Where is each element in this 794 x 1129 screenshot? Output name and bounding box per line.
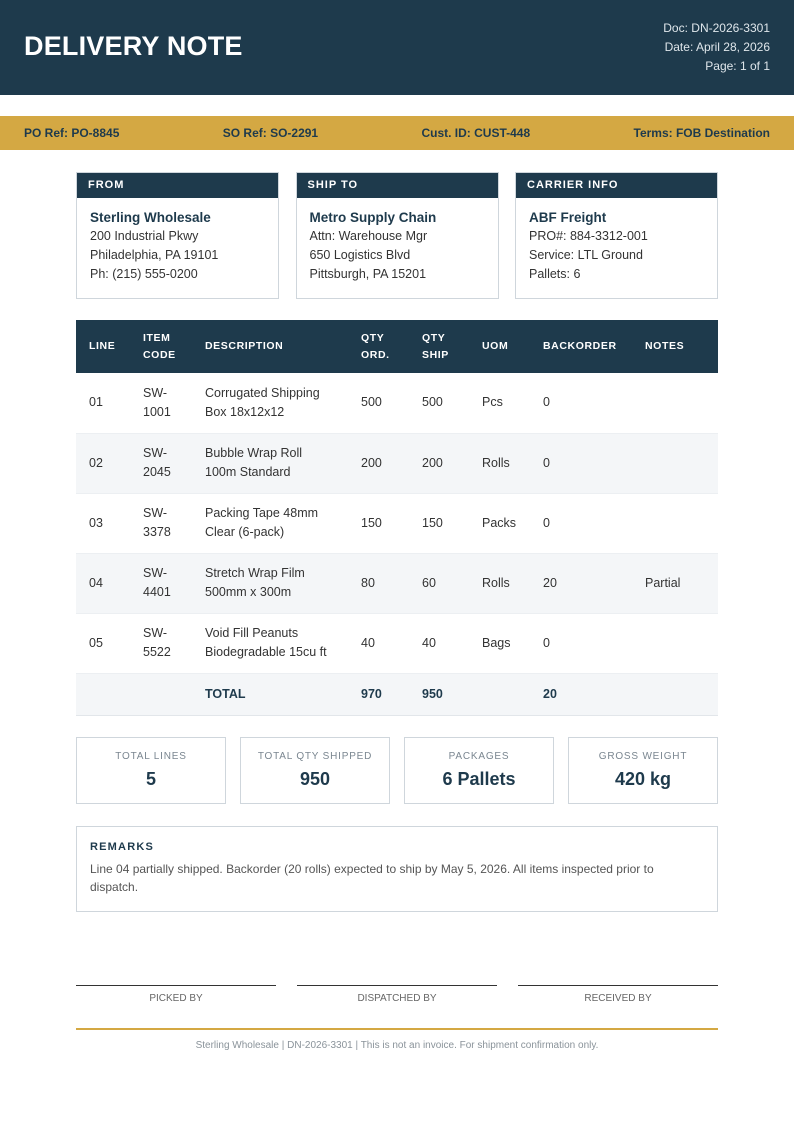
summary-total-lines	[76, 737, 226, 804]
cell-backorder: 20	[530, 553, 632, 613]
cell-notes	[632, 373, 718, 433]
col-header-qty-ship: QTY SHIP	[409, 320, 469, 373]
signature-dispatched-by: DISPATCHED BY	[297, 985, 497, 1004]
table-row	[76, 553, 718, 613]
carrier-box	[515, 172, 718, 299]
from-line: 200 Industrial Pkwy	[90, 229, 199, 243]
cell-item-code: SW- 1001	[130, 373, 192, 433]
cell-backorder: 0	[530, 613, 632, 673]
table-row	[76, 613, 718, 673]
summary-value: 950	[299, 769, 331, 789]
col-header-description: DESCRIPTION	[192, 320, 348, 373]
ship-to-line: 650 Logistics Blvd	[309, 248, 411, 262]
carrier-heading: CARRIER INFO	[516, 173, 717, 198]
remarks-text: Line 04 partially shipped. Backorder (20 rolls) expected to ship by May 5, 2026. All items inspected prior to dispatch.	[90, 862, 654, 894]
cell-qty-ship: 150	[409, 493, 469, 553]
payment-terms: Terms: FOB Destination	[633, 126, 770, 140]
cell-description: Corrugated Shipping Box 18x12x12	[192, 373, 348, 433]
from-name: Sterling Wholesale	[90, 210, 211, 225]
cell-uom: Rolls	[469, 433, 530, 493]
cell-line: 02	[76, 433, 130, 493]
table-total-row	[76, 673, 718, 715]
cell-uom: Packs	[469, 493, 530, 553]
cell-qty-ship: 40	[409, 613, 469, 673]
document-header	[0, 0, 794, 95]
page-footer: Sterling Wholesale | DN-2026-3301 | This is not an invoice. For shipment confirmation only.	[76, 1028, 718, 1051]
col-header-qty-ord: QTY ORD.	[348, 320, 409, 373]
signature-received-by: RECEIVED BY	[518, 985, 718, 1004]
ship-to-heading: SHIP TO	[297, 173, 498, 198]
signature-picked-by: PICKED BY	[76, 985, 276, 1004]
remarks-heading: REMARKS	[90, 841, 155, 853]
ship-to-name: Metro Supply Chain	[309, 210, 437, 225]
cell-description: Stretch Wrap Film 500mm x 300m	[192, 553, 348, 613]
cell-uom: Rolls	[469, 553, 530, 613]
ship-to-box	[296, 172, 499, 299]
total-qty-ship: 950	[409, 673, 469, 715]
cell-item-code: SW- 3378	[130, 493, 192, 553]
customer-id: Cust. ID: CUST-448	[421, 126, 531, 140]
carrier-name: ABF Freight	[529, 210, 607, 225]
summary-label: GROSS WEIGHT	[598, 751, 688, 762]
so-ref: SO Ref: SO-2291	[222, 126, 319, 140]
table-row	[76, 433, 718, 493]
summary-total-qty-shipped	[240, 737, 390, 804]
cell-line: 05	[76, 613, 130, 673]
cell-qty-ord: 200	[348, 433, 409, 493]
ship-to-line: Attn: Warehouse Mgr	[309, 229, 428, 243]
cell-item-code: SW- 4401	[130, 553, 192, 613]
cell-uom: Pcs	[469, 373, 530, 433]
col-header-backorder: BACKORDER	[530, 320, 632, 373]
cell-line: 03	[76, 493, 130, 553]
cell-qty-ship: 60	[409, 553, 469, 613]
cell-qty-ord: 500	[348, 373, 409, 433]
doc-date: Date: April 28, 2026	[664, 40, 770, 54]
remarks-box	[76, 826, 718, 912]
table-header-row	[76, 320, 718, 373]
total-qty-ord: 970	[348, 673, 409, 715]
signature-lines	[76, 985, 718, 1004]
cell-qty-ship: 500	[409, 373, 469, 433]
cell-item-code: SW- 2045	[130, 433, 192, 493]
cell-backorder: 0	[530, 493, 632, 553]
carrier-line: Service: LTL Ground	[529, 248, 643, 262]
summary-value: 5	[145, 769, 156, 789]
cell-notes: Partial	[632, 553, 718, 613]
cell-qty-ord: 80	[348, 553, 409, 613]
cell-description: Bubble Wrap Roll 100m Standard	[192, 433, 348, 493]
col-header-notes: NOTES	[632, 320, 718, 373]
page-number: Page: 1 of 1	[705, 59, 770, 73]
total-backorder: 20	[530, 673, 632, 715]
cell-backorder: 0	[530, 373, 632, 433]
cell-description: Void Fill Peanuts Biodegradable 15cu ft	[192, 613, 348, 673]
cell-qty-ord: 150	[348, 493, 409, 553]
document-title: DELIVERY NOTE	[24, 31, 243, 61]
cell-backorder: 0	[530, 433, 632, 493]
table-row	[76, 373, 718, 433]
carrier-line: PRO#: 884-3312-001	[529, 229, 648, 243]
summary-label: PACKAGES	[448, 751, 510, 762]
reference-bar	[0, 116, 794, 150]
cell-line: 01	[76, 373, 130, 433]
cell-item-code: SW- 5522	[130, 613, 192, 673]
col-header-item-code: ITEM CODE	[130, 320, 192, 373]
cell-line: 04	[76, 553, 130, 613]
summary-boxes	[76, 737, 718, 804]
doc-number: Doc: DN-2026-3301	[663, 21, 770, 35]
summary-value: 420 kg	[614, 769, 672, 789]
cell-notes	[632, 493, 718, 553]
cell-notes	[632, 433, 718, 493]
from-heading: FROM	[77, 173, 278, 198]
summary-label: TOTAL LINES	[115, 751, 187, 762]
table-row	[76, 493, 718, 553]
from-line: Philadelphia, PA 19101	[90, 248, 219, 262]
cell-description: Packing Tape 48mm Clear (6-pack)	[192, 493, 348, 553]
document-meta	[663, 19, 770, 76]
carrier-line: Pallets: 6	[529, 267, 581, 281]
address-boxes	[76, 172, 718, 299]
total-label: TOTAL	[192, 673, 348, 715]
from-line: Ph: (215) 555-0200	[90, 267, 198, 281]
cell-qty-ord: 40	[348, 613, 409, 673]
from-box	[76, 172, 279, 299]
summary-label: TOTAL QTY SHIPPED	[257, 751, 373, 762]
ship-to-line: Pittsburgh, PA 15201	[309, 267, 427, 281]
summary-gross-weight	[568, 737, 718, 804]
items-table	[76, 320, 718, 716]
summary-packages	[404, 737, 554, 804]
summary-value: 6 Pallets	[442, 769, 516, 789]
cell-uom: Bags	[469, 613, 530, 673]
cell-notes	[632, 613, 718, 673]
col-header-line: LINE	[76, 320, 130, 373]
col-header-uom: UOM	[469, 320, 530, 373]
po-ref: PO Ref: PO-8845	[24, 126, 120, 140]
cell-qty-ship: 200	[409, 433, 469, 493]
